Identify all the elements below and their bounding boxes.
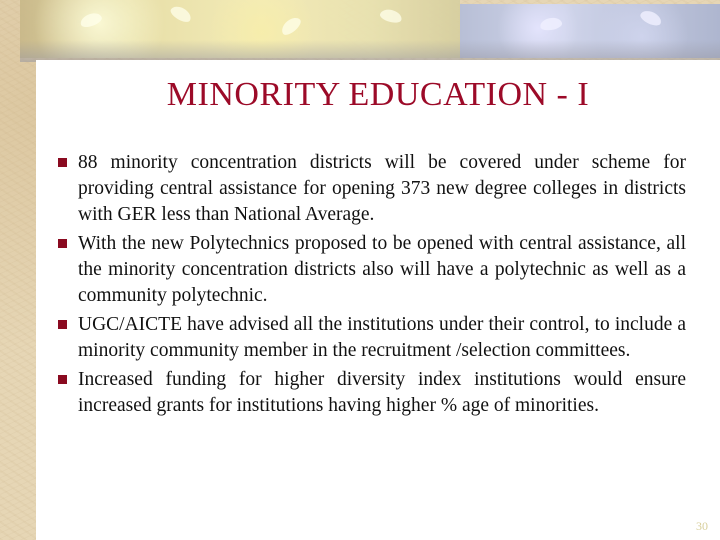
bullet-item xyxy=(58,367,686,419)
bullet-list xyxy=(58,150,686,422)
square-bullet-icon xyxy=(58,158,67,167)
page-number: 30 xyxy=(696,519,708,533)
decorative-banner xyxy=(20,0,720,62)
bullet-text: Increased funding for higher diversity index institutions would ensure increased grants for institutions having higher % age of minorities. xyxy=(78,369,686,416)
bullet-item xyxy=(58,231,686,309)
bullet-text: UGC/AICTE have advised all the institutions under their control, to include a minority community member in the recruitment /selection committees. xyxy=(78,314,686,361)
banner-shadow xyxy=(20,40,720,62)
bullet-text: With the new Polytechnics proposed to be opened with central assistance, all the minority concentration districts also will have a polytechnic as well as a community polytechnic. xyxy=(78,233,686,306)
square-bullet-icon xyxy=(58,320,67,329)
bullet-text: 88 minority concentration districts will be covered under scheme for providing central assistance for opening 373 new degree colleges in districts with GER less than National Average. xyxy=(78,152,686,225)
square-bullet-icon xyxy=(58,239,67,248)
square-bullet-icon xyxy=(58,375,67,384)
bullet-item xyxy=(58,150,686,228)
bullet-item xyxy=(58,312,686,364)
slide-title: MINORITY EDUCATION - I xyxy=(166,76,590,113)
slide-content-panel xyxy=(36,60,720,540)
